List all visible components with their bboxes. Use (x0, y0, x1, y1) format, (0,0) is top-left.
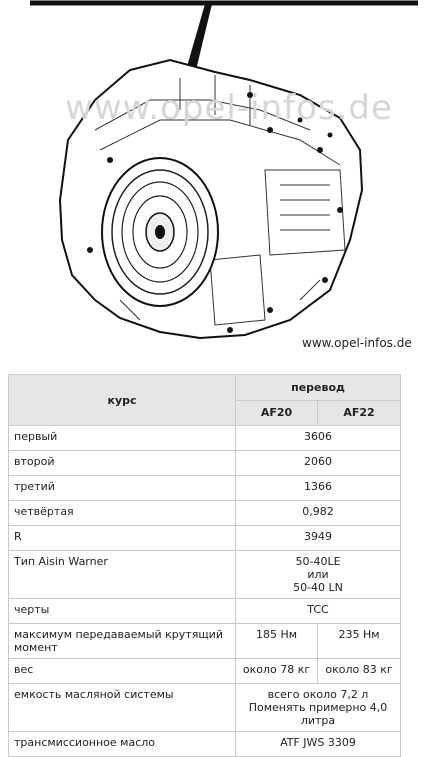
row-label: третий (9, 476, 236, 501)
torque-converter (102, 158, 218, 306)
row-value: 0,982 (236, 501, 401, 526)
row-value-af22: 235 Нм (318, 624, 401, 659)
row-label: Тип Aisin Warner (9, 551, 236, 599)
table-row (9, 426, 401, 451)
transmission-illustration (0, 0, 431, 370)
row-label: максимум передаваемый крутящий момент (9, 624, 236, 659)
header-gear: перевод (236, 375, 401, 401)
table-row (9, 684, 401, 732)
table-row (9, 732, 401, 757)
row-value-af22: около 83 кг (318, 659, 401, 684)
table-row (9, 451, 401, 476)
table-row (9, 599, 401, 624)
row-value: 1366 (236, 476, 401, 501)
table-row (9, 659, 401, 684)
value-line: или (307, 568, 329, 581)
value-line: всего около 7,2 л (267, 688, 369, 701)
row-label: емкость масляной системы (9, 684, 236, 732)
header-af20: AF20 (236, 400, 318, 426)
watermark-text: www.opel-infos.de (65, 88, 393, 128)
value-line: 50-40 LN (293, 581, 343, 594)
row-value: 3606 (236, 426, 401, 451)
row-label: R (9, 526, 236, 551)
row-value-af20: около 78 кг (236, 659, 318, 684)
row-label: первый (9, 426, 236, 451)
table-row (9, 624, 401, 659)
row-label: черты (9, 599, 236, 624)
row-value: 3949 (236, 526, 401, 551)
row-value: ATF JWS 3309 (236, 732, 401, 757)
table-row (9, 501, 401, 526)
table-header-row (9, 375, 401, 401)
row-value (236, 684, 401, 732)
row-value-af20: 185 Нм (236, 624, 318, 659)
value-line: 50-40LE (295, 555, 341, 568)
value-line: Поменять примерно 4,0 (248, 701, 388, 714)
table-row (9, 526, 401, 551)
table-row (9, 551, 401, 599)
row-label: трансмиссионное масло (9, 732, 236, 757)
pointer-arrow (186, 4, 212, 70)
spec-table (8, 374, 401, 757)
header-af22: AF22 (318, 400, 401, 426)
row-value: 2060 (236, 451, 401, 476)
row-value: TCC (236, 599, 401, 624)
row-label: второй (9, 451, 236, 476)
gearbox-drawing (0, 0, 431, 370)
row-label: вес (9, 659, 236, 684)
header-course: курс (9, 375, 236, 426)
value-line: литра (300, 714, 336, 727)
table-row (9, 476, 401, 501)
row-label: четвёртая (9, 501, 236, 526)
row-value (236, 551, 401, 599)
source-caption: www.opel-infos.de (302, 336, 412, 350)
